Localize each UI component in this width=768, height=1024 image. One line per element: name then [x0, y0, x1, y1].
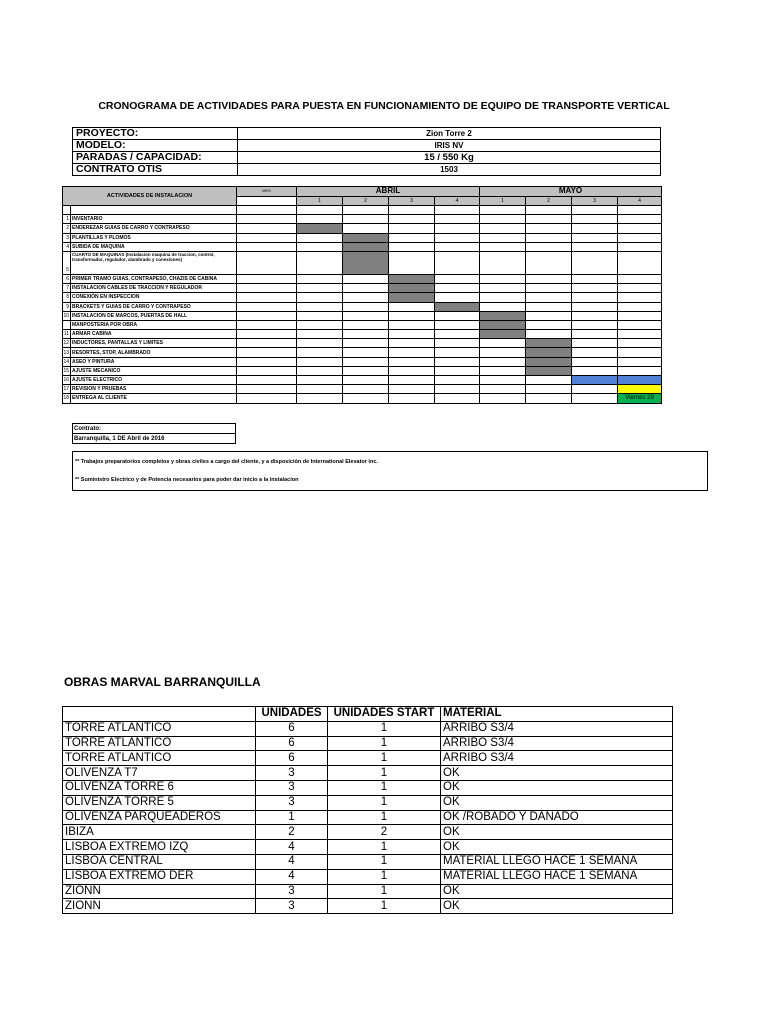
units-start: 2 — [328, 825, 441, 840]
activity-label: RESORTES, STOP, ALAMBRADO — [71, 348, 237, 357]
gantt-row — [63, 394, 662, 403]
gantt-row — [63, 242, 662, 251]
contract-row — [73, 164, 661, 176]
stops-label: PARADAS / CAPACIDAD: — [73, 152, 238, 164]
units-start: 1 — [328, 854, 441, 869]
activity-label: CUARTO DE MAQUINAS (Instalacion maquina de traccion, control, transformador, regulador, alambrado y conexiones) — [71, 251, 237, 274]
header-cell: UNIDADES — [256, 707, 328, 722]
contract-value: 1503 — [238, 164, 661, 176]
obras-table — [62, 706, 673, 914]
contract-label: CONTRATO OTIS — [73, 164, 238, 176]
project-value: Zion Torre 2 — [238, 128, 661, 140]
row-number: 13 — [63, 349, 69, 356]
row-number: 5 — [63, 251, 71, 274]
material: MATERIAL LLEGO HACE 1 SEMANA — [441, 854, 673, 869]
activity-label: ASEO Y PINTURA — [71, 357, 237, 366]
contract-title: Contrato: — [73, 424, 236, 434]
units-start: 1 — [328, 899, 441, 914]
activity-label: ENDEREZAR GUIAS DE CARRO Y CONTRAPESO — [71, 224, 237, 233]
table-row — [63, 766, 673, 781]
row-number: 10 — [63, 312, 69, 319]
activity-label: MANPOSTERIA POR OBRA — [71, 320, 237, 329]
gantt-table — [62, 186, 662, 404]
material: ARRIBO S3/4 — [441, 721, 673, 736]
table-row — [63, 899, 673, 914]
mes-label: MES — [237, 187, 297, 197]
week-label: 3 — [389, 196, 435, 206]
table-row — [63, 736, 673, 751]
row-number: 14 — [63, 358, 69, 365]
gantt-row — [63, 293, 662, 302]
row-number: 8 — [63, 293, 71, 302]
units-start: 1 — [328, 795, 441, 810]
model-value: IRIS NV — [238, 140, 661, 152]
obra-name: OLIVENZA T7 — [63, 766, 256, 781]
gantt-row — [63, 215, 662, 224]
units-start: 1 — [328, 766, 441, 781]
note-line: ** Suministro Electrico y de Potencia necesarios para poder dar inicio a la instalacion — [75, 477, 299, 483]
table-row — [63, 869, 673, 884]
gantt-row — [63, 330, 662, 339]
stops-row — [73, 152, 661, 164]
notes-box — [72, 451, 708, 491]
row-number — [63, 320, 71, 329]
gantt-row — [63, 302, 662, 311]
row-number: 1 — [63, 215, 71, 224]
units: 6 — [256, 721, 328, 736]
units-start: 1 — [328, 869, 441, 884]
project-info-table — [72, 127, 661, 176]
month-april: ABRIL — [297, 187, 480, 197]
units: 3 — [256, 766, 328, 781]
units: 1 — [256, 810, 328, 825]
material: OK — [441, 795, 673, 810]
row-number: 4 — [63, 242, 71, 251]
material: OK — [441, 884, 673, 899]
material: OK — [441, 780, 673, 795]
contract-place-date: Barranquilla, 1 DE Abril de 2016 — [73, 434, 236, 444]
gantt-row — [63, 233, 662, 242]
activities-header: ACTIVIDADES DE INSTALACION — [63, 187, 237, 206]
activity-label: PRIMER TRAMO GUIAS, CONTRAPESO, CHAZIS DE CABINA — [71, 274, 237, 283]
obra-name: LISBOA EXTREMO IZQ — [63, 840, 256, 855]
gantt-row — [63, 284, 662, 293]
row-number: 6 — [63, 274, 71, 283]
obra-name: TORRE ATLANTICO — [63, 751, 256, 766]
table-row — [63, 795, 673, 810]
units: 6 — [256, 736, 328, 751]
obra-name: LISBOA EXTREMO DER — [63, 869, 256, 884]
gantt-row — [63, 224, 662, 233]
units: 3 — [256, 780, 328, 795]
row-number: 11 — [63, 331, 69, 338]
page-title: CRONOGRAMA DE ACTIVIDADES PARA PUESTA EN FUNCIONAMIENTO DE EQUIPO DE TRANSPORTE VERTICAL — [98, 100, 670, 112]
obra-name: ZIONN — [63, 899, 256, 914]
obra-name: LISBOA CENTRAL — [63, 854, 256, 869]
material: OK /ROBADO Y DANADO — [441, 810, 673, 825]
model-row — [73, 140, 661, 152]
units-start: 1 — [328, 810, 441, 825]
row-number: 12 — [63, 340, 69, 347]
row-number: 7 — [63, 284, 71, 293]
header-cell — [63, 707, 256, 722]
gantt-row — [63, 251, 662, 274]
row-number: 15 — [63, 367, 69, 374]
week-label: 1 — [297, 196, 343, 206]
activity-label: BRACKETS Y GUIAS DE CARRO Y CONTRAPESO — [71, 302, 237, 311]
activity-label: SUBIDA DE MAQUINA — [71, 242, 237, 251]
week-label: 1 — [480, 196, 526, 206]
obra-name: ZIONN — [63, 884, 256, 899]
obras-header-row — [63, 707, 673, 722]
obra-name: OLIVENZA PARQUEADEROS — [63, 810, 256, 825]
units: 4 — [256, 854, 328, 869]
table-row — [63, 854, 673, 869]
obra-name: OLIVENZA TORRE 5 — [63, 795, 256, 810]
table-row — [63, 721, 673, 736]
gantt-row — [63, 385, 662, 394]
month-may: MAYO — [480, 187, 662, 197]
units-start: 1 — [328, 751, 441, 766]
material: OK — [441, 899, 673, 914]
activity-label: ARMAR CABINA — [71, 330, 237, 339]
header-cell: MATERIAL — [441, 707, 673, 722]
units-start: 1 — [328, 780, 441, 795]
obras-title: OBRAS MARVAL BARRANQUILLA — [64, 675, 261, 689]
obra-name: IBIZA — [63, 825, 256, 840]
units: 3 — [256, 899, 328, 914]
row-number: 16 — [63, 377, 69, 384]
project-row — [73, 128, 661, 140]
material: OK — [441, 766, 673, 781]
units: 4 — [256, 869, 328, 884]
activity-label: INSTALACION DE MARCOS, PUERTAS DE HALL — [71, 311, 237, 320]
table-row — [63, 780, 673, 795]
note-line: ** Trabajos preparatorios completos y obras civiles a cargo del cliente, y a disposición de International Elevator inc. — [75, 459, 378, 465]
activity-label: AJUSTE MECANICO — [71, 366, 237, 375]
gantt-row — [63, 376, 662, 385]
project-label: PROYECTO: — [73, 128, 238, 140]
obra-name: TORRE ATLANTICO — [63, 721, 256, 736]
model-label: MODELO: — [73, 140, 238, 152]
table-row — [63, 825, 673, 840]
obra-name: OLIVENZA TORRE 6 — [63, 780, 256, 795]
gantt-row — [63, 366, 662, 375]
gantt-row — [63, 311, 662, 320]
gantt-row — [63, 274, 662, 283]
activity-label: ENTREGA AL CLIENTE — [71, 394, 237, 403]
table-row — [63, 751, 673, 766]
material: MATERIAL LLEGO HACE 1 SEMANA — [441, 869, 673, 884]
material: ARRIBO S3/4 — [441, 751, 673, 766]
row-number: 3 — [63, 233, 71, 242]
week-label: 4 — [435, 196, 480, 206]
activity-label: INDUCTORES, PANTALLAS Y LIMITES — [71, 339, 237, 348]
stops-value: 15 / 550 Kg — [238, 152, 661, 164]
units: 2 — [256, 825, 328, 840]
units-start: 1 — [328, 884, 441, 899]
activity-label: REVISION Y PRUEBAS — [71, 385, 237, 394]
units: 6 — [256, 751, 328, 766]
activity-label: PLANTILLAS Y PLOMOS — [71, 233, 237, 242]
units-start: 1 — [328, 840, 441, 855]
table-row — [63, 884, 673, 899]
week-label: 4 — [618, 196, 662, 206]
table-row — [63, 810, 673, 825]
gantt-row — [63, 339, 662, 348]
material: OK — [441, 825, 673, 840]
obra-name: TORRE ATLANTICO — [63, 736, 256, 751]
week-label: 2 — [526, 196, 572, 206]
activity-label: AJUSTE ELECTRICO — [71, 376, 237, 385]
material: OK — [441, 840, 673, 855]
row-number: 18 — [63, 395, 69, 402]
activity-label: CONEXIÓN EN INSPECCION — [71, 293, 237, 302]
contract-box — [72, 423, 236, 444]
gantt-row — [63, 348, 662, 357]
material: ARRIBO S3/4 — [441, 736, 673, 751]
activity-label: INVENTARIO — [71, 215, 237, 224]
table-row — [63, 840, 673, 855]
header-cell: UNIDADES START — [328, 707, 441, 722]
row-number: 9 — [63, 302, 71, 311]
gantt-empty-row — [63, 206, 662, 215]
units: 3 — [256, 795, 328, 810]
activity-label: INSTALACION CABLES DE TRACCION Y REGULADOR — [71, 284, 237, 293]
final-date-label: Viernes 29 — [618, 394, 662, 403]
row-number: 2 — [63, 224, 71, 233]
units: 4 — [256, 840, 328, 855]
week-label: 3 — [572, 196, 618, 206]
units-start: 1 — [328, 736, 441, 751]
gantt-row — [63, 320, 662, 329]
units-start: 1 — [328, 721, 441, 736]
units: 3 — [256, 884, 328, 899]
gantt-row — [63, 357, 662, 366]
week-label: 2 — [343, 196, 389, 206]
row-number: 17 — [63, 386, 69, 393]
